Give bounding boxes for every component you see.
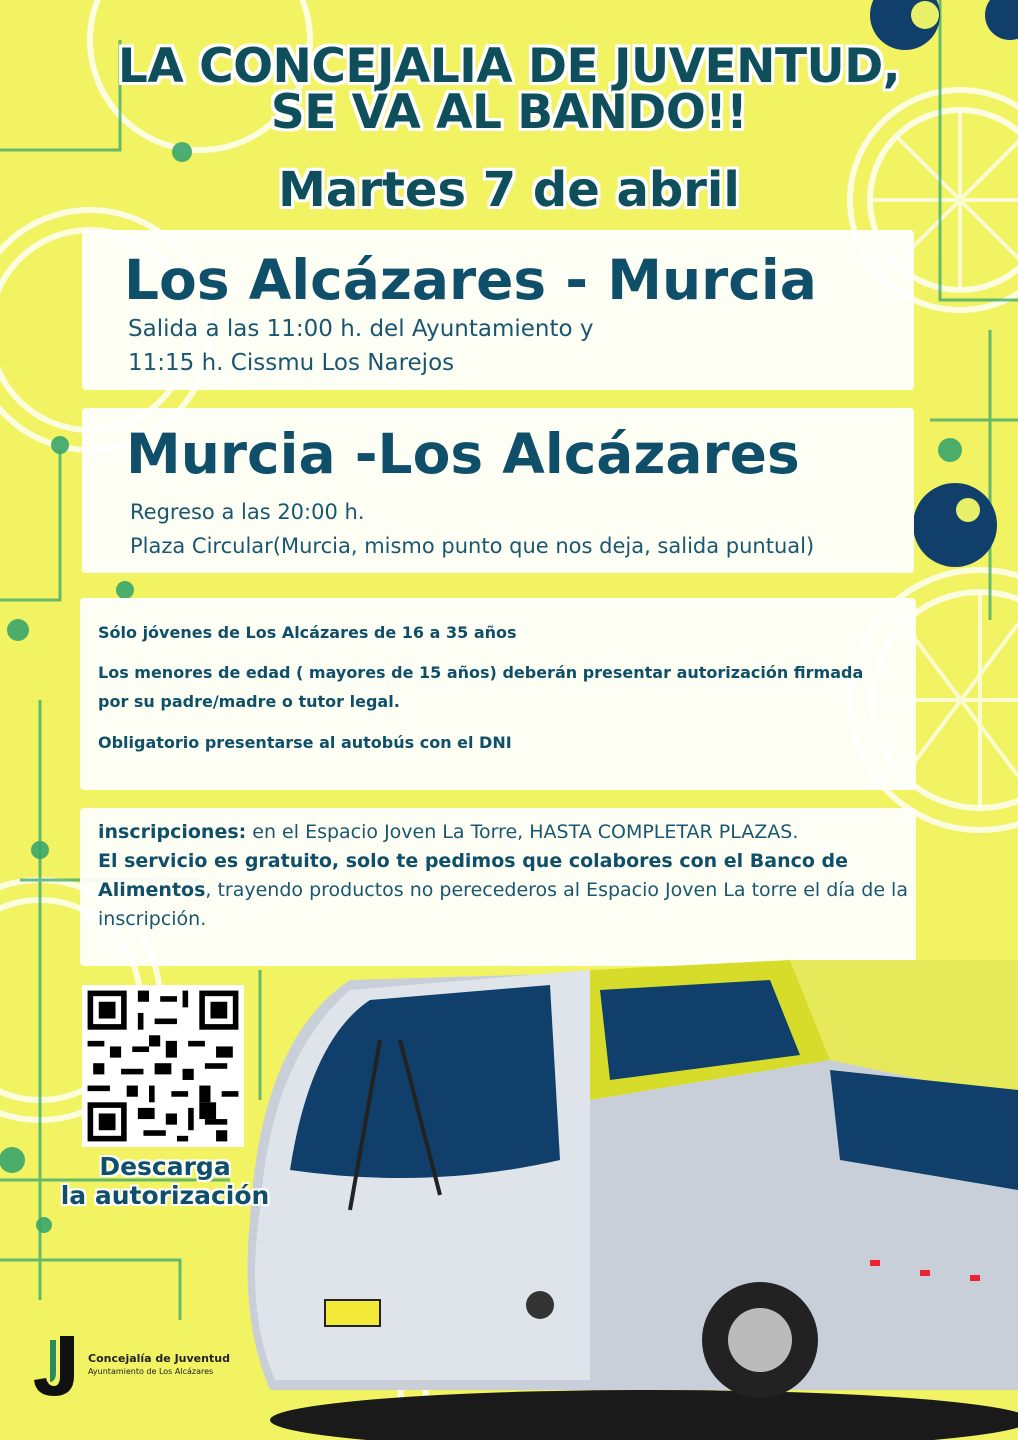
outbound-departure-line-1: Salida a las 11:00 h. del Ayuntamiento y <box>128 316 594 342</box>
outbound-panel <box>82 230 914 390</box>
free-service-note: El servicio es gratuito, solo te pedimos que colabores con el Banco de Alimentos <box>98 850 849 901</box>
title-line-2: SE VA AL BANDO!! <box>270 85 748 140</box>
download-authorization-label[interactable] <box>50 1152 280 1210</box>
event-date: Martes 7 de abril <box>278 162 740 218</box>
inscriptions-text <box>98 818 908 934</box>
title-line-1: LA CONCEJALIA DE JUVENTUD, <box>117 39 901 94</box>
minors-requirement-line-1: Los menores de edad ( mayores de 15 años) deberán presentar autorización firmada <box>98 663 864 682</box>
requirements-panel <box>80 598 916 790</box>
inscriptions-label: inscripciones: <box>98 821 247 843</box>
inscriptions-location: en el Espacio Joven La Torre, HASTA COMPLETAR PLAZAS. <box>246 821 799 843</box>
logo-organization: Ayuntamiento de Los Alcázares <box>88 1367 214 1376</box>
inscriptions-panel <box>80 808 916 966</box>
minors-requirement-line-2: por su padre/madre o tutor legal. <box>98 692 400 711</box>
logo-name: Concejalía de Juventud <box>88 1352 230 1365</box>
j-logo-icon <box>30 1330 84 1400</box>
outbound-route-title: Los Alcázares - Murcia <box>124 248 817 312</box>
download-line-2: la autorización <box>60 1181 270 1210</box>
return-location: Plaza Circular(Murcia, mismo punto que nos deja, salida puntual) <box>130 534 815 558</box>
juventud-logo <box>30 1330 270 1400</box>
return-time: Regreso a las 20:00 h. <box>130 500 365 524</box>
age-requirement: Sólo jóvenes de Los Alcázares de 16 a 35 años <box>98 623 517 642</box>
download-line-1: Descarga <box>99 1152 231 1181</box>
food-bank-note: , trayendo productos no perecederos al Espacio Joven La torre el día de la inscripción. <box>98 879 908 930</box>
dni-requirement: Obligatorio presentarse al autobús con el DNI <box>98 733 512 752</box>
bus-illustration <box>230 960 1018 1440</box>
outbound-departure-line-2: 11:15 h. Cissmu Los Narejos <box>128 350 455 376</box>
return-panel <box>82 408 914 573</box>
qr-code[interactable] <box>82 985 244 1147</box>
return-route-title: Murcia -Los Alcázares <box>126 422 800 486</box>
